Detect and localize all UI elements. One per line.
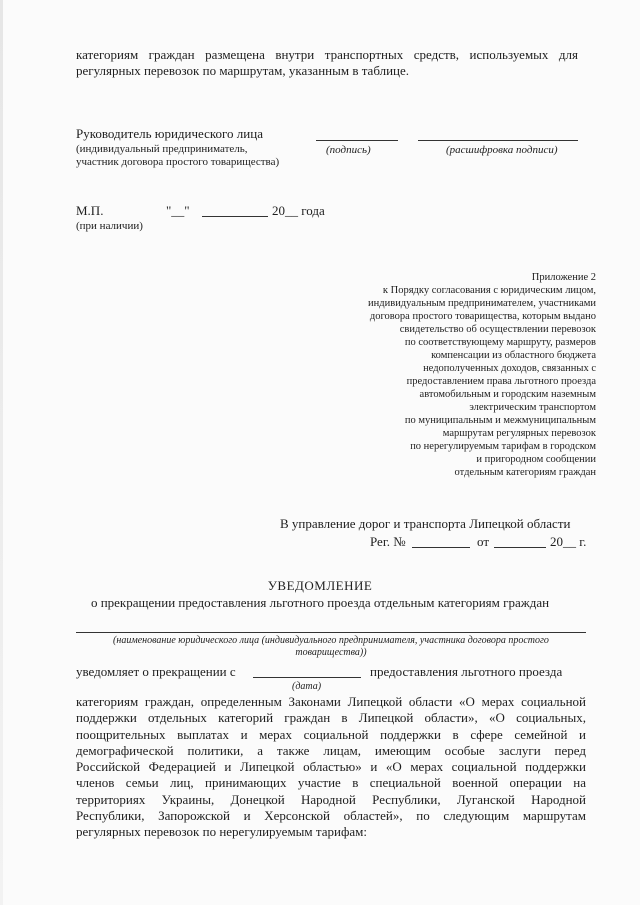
reg-date-line (494, 547, 546, 548)
notify-date-line (253, 677, 361, 678)
reg-label: Рег. № (370, 534, 406, 549)
entity-caption-1: (наименование юридического лица (индивидуального предпринимателя, участника договора простого (113, 635, 549, 646)
appendix-line: недополученных доходов, связанных с (423, 363, 596, 374)
paragraph-line: поддержки отдельных категорий граждан в Липецкой области», «О социальных, (76, 710, 586, 726)
appendix-block (300, 271, 596, 479)
doc-subtitle: о прекращении предоставления льготного проезда отдельным категориям граждан (90, 595, 550, 610)
intro-line-1: категориям граждан размещена внутри транспортных средств, используемых для (76, 47, 578, 62)
reg-year-label: 20__ г. (550, 534, 587, 549)
appendix-line: к Порядку согласования с юридическим лицом, (382, 285, 596, 296)
date-caption: (дата) (292, 681, 322, 692)
appendix-line: индивидуальным предпринимателем, участниками (368, 298, 596, 309)
main-paragraph (76, 694, 586, 841)
paragraph-line: поощрительных выплатах и мерах социальной поддержки в сфере семейной и (76, 726, 586, 742)
entity-name-line (76, 632, 586, 633)
transcript-line (418, 140, 578, 141)
reg-number-line (412, 547, 470, 548)
notify-suffix: предоставления льготного проезда (370, 664, 563, 679)
signature-line (316, 140, 398, 141)
paragraph-line: категориям граждан, определенным Законами Липецкой области «О мерах социальной (76, 694, 586, 709)
appendix-line: Приложение 2 (531, 272, 596, 283)
appendix-line: по соответствующему маршруту, размеров (404, 337, 596, 348)
appendix-line: по муниципальным и межмуниципальным (404, 415, 596, 426)
paragraph-last-line: регулярных перевозок по нерегулируемым тарифам: (76, 824, 367, 840)
date-month-line (202, 216, 268, 217)
reg-from-label: от (477, 534, 490, 549)
intro-line-2: регулярных перевозок по маршрутам, указанным в таблице. (76, 63, 410, 78)
appendix-line: свидетельство об осуществлении перевозок (399, 324, 596, 335)
head-sub-1: (индивидуальный предприниматель, (76, 143, 248, 155)
date-quote: "__" (166, 203, 190, 218)
head-label: Руководитель юридического лица (76, 126, 263, 141)
appendix-line: компенсации из областного бюджета (431, 350, 596, 361)
signature-caption: (подпись) (326, 144, 371, 156)
appendix-line: отдельным категориям граждан (454, 467, 596, 478)
head-sub-2: участник договора простого товарищества) (76, 156, 280, 168)
paragraph-line: Российской Федерацией и Липецкой областью» и «О мерах социальной поддержки (76, 759, 586, 775)
scan-edge (0, 0, 3, 905)
addressee-line: В управление дорог и транспорта Липецкой области (280, 516, 571, 531)
paragraph-line: территориях Украины, Донецкой Народной Республики, Луганской Народной (76, 791, 586, 807)
date-year: 20__ года (272, 203, 325, 218)
appendix-line: по нерегулируемым тарифам в городском (410, 441, 596, 452)
appendix-line: и пригородном сообщении (476, 454, 596, 465)
doc-title: УВЕДОМЛЕНИЕ (267, 578, 373, 593)
transcript-caption: (расшифровка подписи) (446, 144, 558, 156)
paragraph-line: членов семьи лиц, принимающих участие в специальной военной операции на (76, 775, 586, 791)
paragraph-line: демографической политики, а также лицам, имеющим особые заслуги перед (76, 742, 586, 758)
entity-caption-2: товарищества)) (295, 647, 367, 658)
appendix-line: автомобильным и городским наземным (419, 389, 596, 400)
appendix-line: договора простого товарищества, которым выдано (369, 311, 596, 322)
stamp-label: М.П. (76, 203, 104, 218)
paragraph-line: Республики, Запорожской и Херсонской областей», по следующим маршрутам (76, 808, 586, 824)
appendix-line: предоставлением права льготного проезда (406, 376, 596, 387)
intro-paragraph (76, 47, 578, 79)
notify-prefix: уведомляет о прекращении с (76, 664, 236, 679)
appendix-line: маршрутам регулярных перевозок (442, 428, 596, 439)
stamp-sub: (при наличии) (76, 220, 143, 232)
appendix-line: электрическим транспортом (469, 402, 596, 413)
